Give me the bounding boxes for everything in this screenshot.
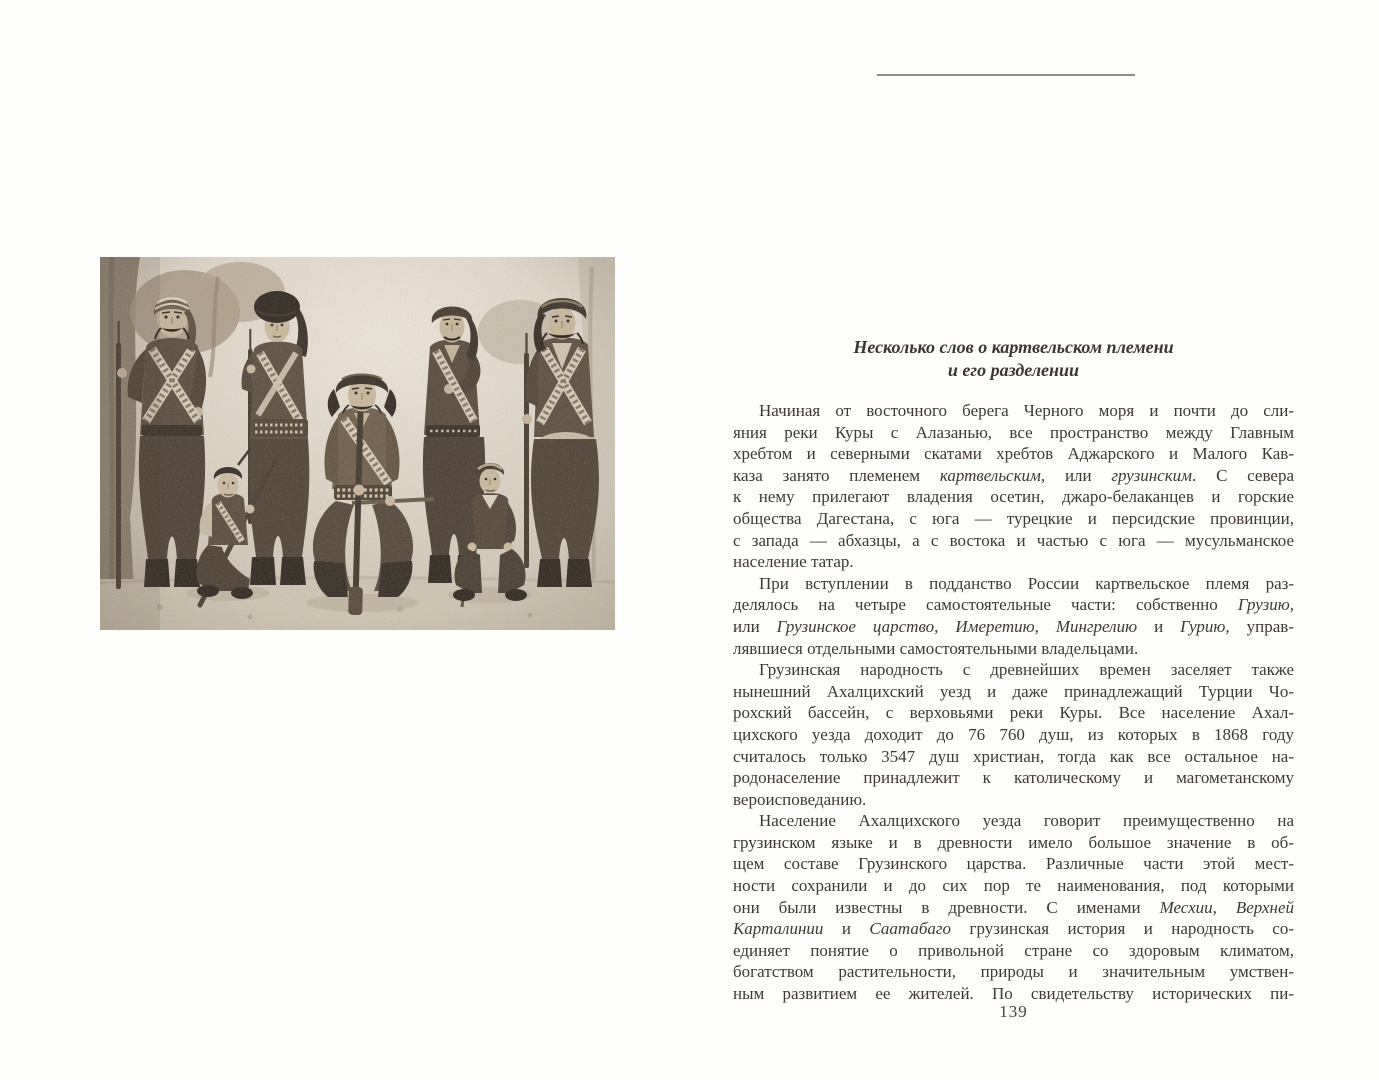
chapter-heading-line1: Несколько слов о картвельском племени [853,337,1174,357]
text-line: лявшиеся отдельными самостоятельными владельцами. [733,638,1139,658]
text-line: ности сохранили и до сих пор те наименования, под которыми [733,876,1294,896]
text-line: или Грузинское царство, Имеретию, Мингрелию и Гурию, управ- [733,616,1294,636]
text-line: родонаселение принадлежит к католическому и магометанскому [733,768,1294,788]
text-line: они были известны в древности. С именами Месхии, Верхней [733,897,1294,917]
historical-photograph [100,257,615,630]
chapter-heading [733,336,1294,382]
text-line: хребтом и северными скатами хребтов Аджарского и Малого Кав- [733,444,1294,464]
text-line: Грузинская народность с древнейших времен заселяет также [759,660,1294,680]
text-line: Население Ахалцихского уезда говорит преимущественно на [759,811,1294,831]
text-line: грузинском языке и в древности имело большое значение в об- [733,832,1294,852]
text-line: щем составе Грузинского царства. Различные части этой мест- [733,854,1294,874]
chapter-heading-line2: и его разделении [947,360,1080,380]
page-number: 139 [999,1002,1028,1021]
text-line: Начиная от восточного берега Черного моря и почти до сли- [759,401,1294,420]
text-line: с запада — абхазцы, а с востока и частью с юга — мусульманское [733,530,1294,550]
header-rule [877,74,1135,76]
text-line: богатством растительности, природы и значительным умствен- [733,962,1294,982]
text-line: делялось на четыре самостоятельные части: собственно Грузию, [733,595,1294,615]
text-line: яния реки Куры с Алазанью, все пространство между Главным [733,422,1294,442]
text-line: общества Дагестана, с юга — турецкие и персидские провинции, [733,508,1294,528]
paragraph [733,659,1294,810]
text-line: цихского уезда доходит до 76 760 душ, из которых в 1868 году [733,724,1294,744]
paragraph [733,400,1294,573]
text-line: При вступлении в подданство России картвельское племя раз- [759,573,1294,593]
text-line: к нему прилегают владения осетин, джаро-белаканцев и горские [733,487,1294,507]
paragraph [733,810,1294,1004]
text-line: единяет понятие о привольной стране со здоровым климатом, [733,940,1294,960]
body-text [733,400,1294,1005]
text-line: каза занято племенем картвельским, или грузинским. С севера [733,465,1294,485]
text-line: вероисповеданию. [733,789,867,809]
text-line: Карталинии и Саатабаго грузинская история и народность со- [733,919,1294,939]
paragraph [733,573,1294,659]
text-line: ным развитием ее жителей. По свидетельству исторических пи- [733,984,1294,1004]
right-page [733,0,1294,1080]
text-line: нынешний Ахалцихский уезд и даже принадлежащий Турции Чо- [733,681,1294,701]
text-line: рохский бассейн, с верховьями реки Куры. Все население Ахал- [733,703,1294,723]
text-line: население татар. [733,552,854,572]
text-line: считалось только 3547 душ христиан, тогда как все остальное на- [733,746,1294,766]
